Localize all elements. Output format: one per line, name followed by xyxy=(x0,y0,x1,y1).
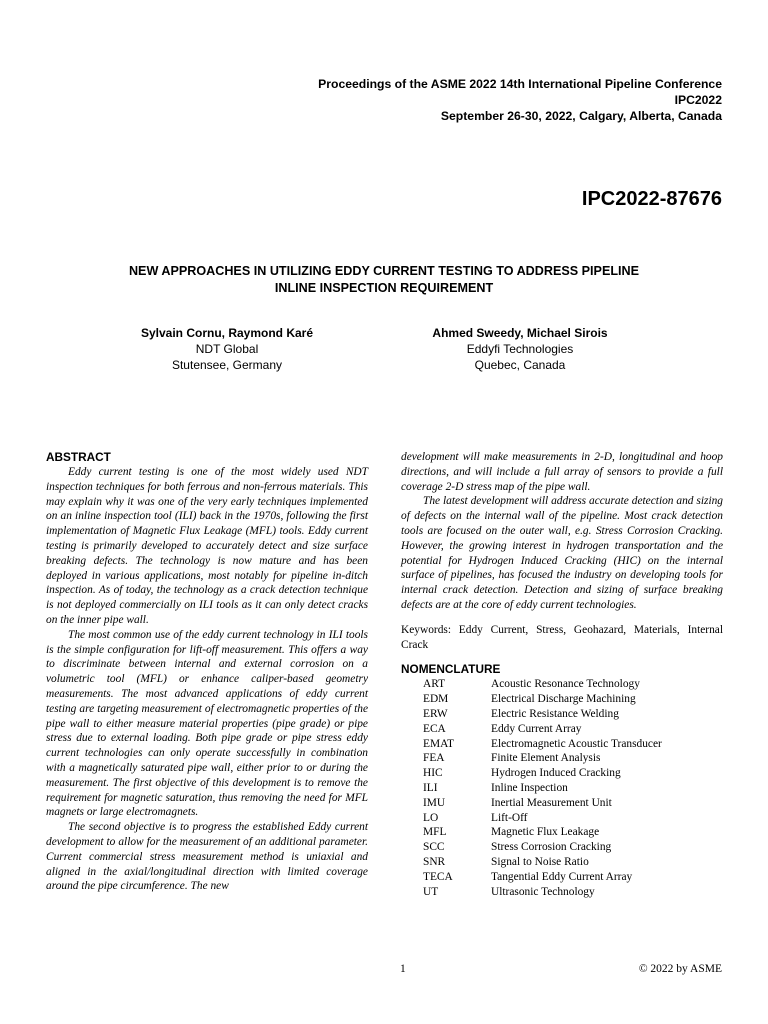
conference-name: Proceedings of the ASME 2022 14th International Pipeline Conference xyxy=(318,77,722,91)
nomenclature-definition: Stress Corrosion Cracking xyxy=(491,841,612,854)
nomenclature-definition: Tangential Eddy Current Array xyxy=(491,870,633,883)
nomenclature-row xyxy=(401,870,723,885)
author-names: Sylvain Cornu, Raymond Karé xyxy=(140,326,314,340)
right-column xyxy=(401,450,723,899)
paper-id: IPC2022-87676 xyxy=(581,188,722,210)
keywords: Keywords: Eddy Current, Stress, Geohazard, Materials, Internal Crack xyxy=(401,623,723,651)
abstract-continuation: development will make measurements in 2-D, longitudinal and hoop directions, and will include a full array of sensors to provide a full coverage 2-D stress map of the pipe wall. xyxy=(401,451,723,493)
nomenclature-row xyxy=(401,781,723,796)
nomenclature-abbreviation: EMAT xyxy=(423,737,455,750)
nomenclature-row xyxy=(401,796,723,811)
paper-title xyxy=(60,263,708,297)
nomenclature-row xyxy=(401,722,723,737)
nomenclature-abbreviation: EDM xyxy=(423,693,449,706)
left-column xyxy=(46,450,368,894)
nomenclature-row xyxy=(401,840,723,855)
paper-title-line-2: INLINE INSPECTION REQUIREMENT xyxy=(274,281,494,295)
nomenclature-row xyxy=(401,885,723,900)
nomenclature-row xyxy=(401,707,723,722)
nomenclature-row xyxy=(401,811,723,826)
nomenclature-abbreviation: HIC xyxy=(423,767,443,780)
nomenclature-abbreviation: TECA xyxy=(423,870,453,883)
abstract-paragraph: Eddy current testing is one of the most widely used NDT inspection techniques for both ferrous and non-ferrous materials. This may explain why it was one of the very early techniques implemented on an inline inspection tool (ILI) back in the 1970s, following the first implementation of Magnetic Flux Leakage (MFL) tools. Eddy current testing is primarily developed to accurately detect and size surface breaking defects. The technology is now mature and has been deployed in various applications, most notably for pipeline in-ditch inspection. As of today, the technology as a crack detection technique is not deployed commercially on ILI tools as it can only detect cracks on the inner pipe wall. xyxy=(46,466,368,626)
nomenclature-abbreviation: ART xyxy=(423,678,446,691)
nomenclature-definition: Lift-Off xyxy=(491,811,528,824)
nomenclature-definition: Signal to Noise Ratio xyxy=(491,855,589,868)
conference-header xyxy=(318,76,722,124)
author-location: Quebec, Canada xyxy=(474,358,566,372)
nomenclature-abbreviation: SNR xyxy=(423,855,446,868)
nomenclature-row xyxy=(401,677,723,692)
nomenclature-list xyxy=(401,677,723,899)
nomenclature-definition: Acoustic Resonance Technology xyxy=(491,678,640,691)
nomenclature-abbreviation: ERW xyxy=(423,707,448,720)
nomenclature-abbreviation: ECA xyxy=(423,722,446,735)
abstract-paragraph: The second objective is to progress the established Eddy current development to allow for the measurement of an additional parameter. Current commercial stress measurement method is uniaxial and aligned in the axial/longitudinal direction with limited coverage around the pipe circumference. The new xyxy=(46,821,368,893)
nomenclature-abbreviation: UT xyxy=(423,885,439,898)
author-block-2 xyxy=(390,325,650,373)
nomenclature-row xyxy=(401,751,723,766)
author-affiliation: Eddyfi Technologies xyxy=(466,342,574,356)
conference-dates-location: September 26-30, 2022, Calgary, Alberta, Canada xyxy=(440,109,722,123)
paper-title-line-1: NEW APPROACHES IN UTILIZING EDDY CURRENT TESTING TO ADDRESS PIPELINE xyxy=(128,264,640,278)
nomenclature-abbreviation: LO xyxy=(423,811,439,824)
nomenclature-row xyxy=(401,855,723,870)
copyright: © 2022 by ASME xyxy=(638,963,722,975)
nomenclature-abbreviation: SCC xyxy=(423,841,445,854)
author-affiliation: NDT Global xyxy=(195,342,259,356)
author-block-1 xyxy=(97,325,357,373)
abstract-heading: ABSTRACT xyxy=(46,450,111,464)
abstract-paragraph: The latest development will address accurate detection and sizing of defects on the internal wall of the pipeline. Most crack detection tools are focused on the outer wall, e.g. Stress Corrosion Cracking. However, the growing interest in hydrogen transportation and the potential for Hydrogen Induced Cracking (HIC) on the internal surface of pipelines, has focused the industry on developing tools for internal crack detection. Detection and sizing of surface breaking defects are at the core of eddy current technologies. xyxy=(401,495,723,611)
nomenclature-definition: Inline Inspection xyxy=(491,781,568,794)
nomenclature-row xyxy=(401,692,723,707)
nomenclature-row xyxy=(401,766,723,781)
nomenclature-definition: Eddy Current Array xyxy=(491,722,582,735)
author-names: Ahmed Sweedy, Michael Sirois xyxy=(432,326,608,340)
nomenclature-abbreviation: ILI xyxy=(423,781,438,794)
nomenclature-abbreviation: IMU xyxy=(423,796,446,809)
nomenclature-definition: Inertial Measurement Unit xyxy=(491,796,612,809)
nomenclature-heading: NOMENCLATURE xyxy=(401,662,501,677)
nomenclature-definition: Finite Element Analysis xyxy=(491,752,601,765)
nomenclature-row xyxy=(401,737,723,752)
nomenclature-definition: Hydrogen Induced Cracking xyxy=(491,767,621,780)
nomenclature-section xyxy=(401,662,723,899)
page-number: 1 xyxy=(400,963,406,975)
author-location: Stutensee, Germany xyxy=(171,358,283,372)
abstract-paragraph: The most common use of the eddy current technology in ILI tools is the simple configuration for lift-off measurement. This offers a way to discriminate between internal and external corrosion on a volumetric tool (MFL) or enhance caliper-based geometry measurements. The most advanced applications of eddy current testing are targeting measurement of electromagnetic properties of the pipe wall to either measure material properties (pipe grade) or pipe stress due to external loading. Both pipe grade or pipe stress eddy current technologies can only operate successfully in combination with a magnetically saturated pipe wall, either prior to or during the measurement. The first objective of this development is to remove the requirement for magnetic saturation, thus removing the need for MFL magnets or large electromagnets. xyxy=(46,628,368,819)
nomenclature-abbreviation: MFL xyxy=(423,826,447,839)
nomenclature-definition: Electric Resistance Welding xyxy=(491,707,619,720)
nomenclature-abbreviation: FEA xyxy=(423,752,445,765)
nomenclature-definition: Electromagnetic Acoustic Transducer xyxy=(491,737,662,750)
nomenclature-row xyxy=(401,825,723,840)
nomenclature-definition: Magnetic Flux Leakage xyxy=(491,826,600,839)
nomenclature-definition: Ultrasonic Technology xyxy=(491,885,595,898)
conference-code: IPC2022 xyxy=(674,93,722,107)
nomenclature-definition: Electrical Discharge Machining xyxy=(491,693,636,706)
